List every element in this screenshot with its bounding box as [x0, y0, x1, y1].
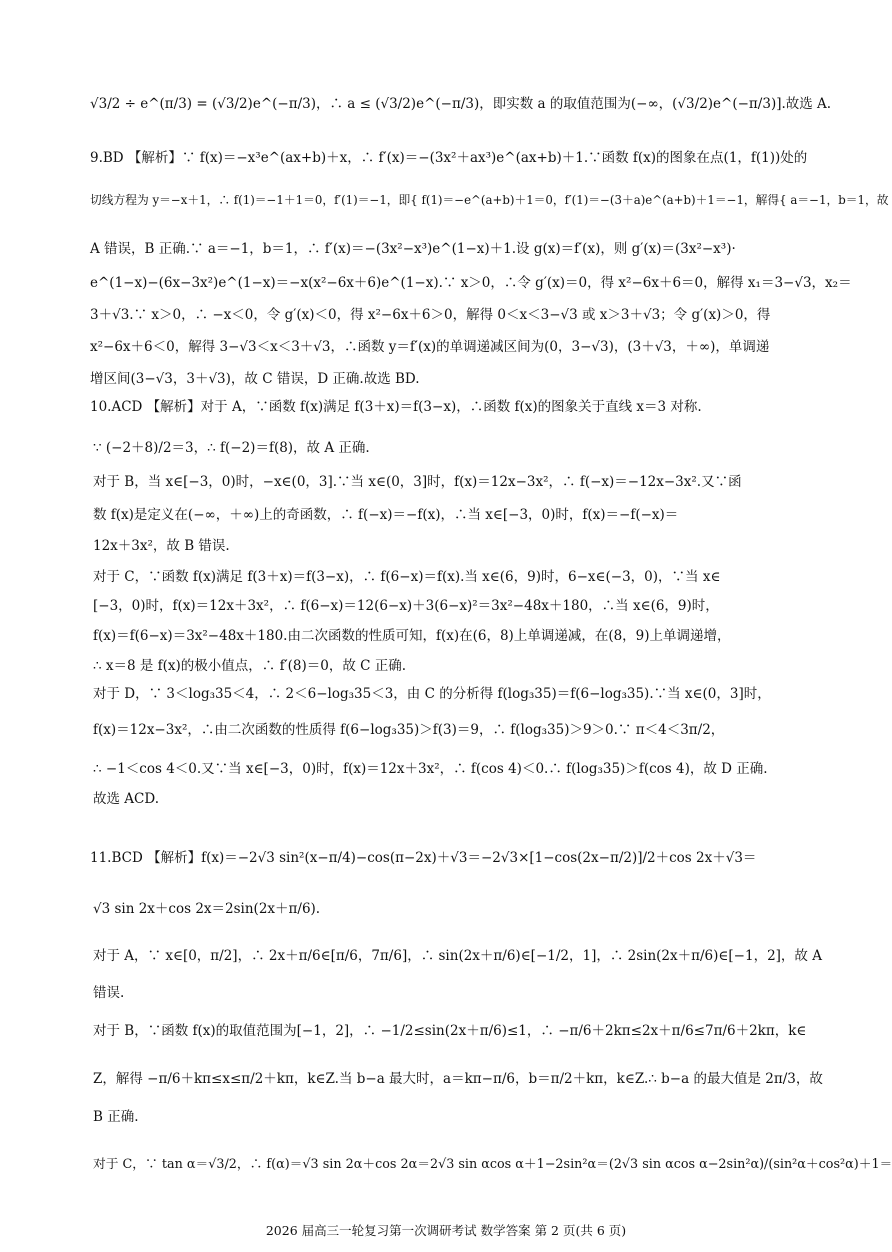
- text-line: e^(1−x)−(6x−3x²)e^(1−x)＝−x(x²−6x＋6)e^(1−x).∵ x＞0，∴令 g′(x)＝0，得 x²−6x＋6＝0，解得 x₁＝3−√3，x₂＝: [90, 275, 852, 291]
- text-line: ∵ (−2＋8)/2＝3，∴ f(−2)＝f(8)，故 A 正确.: [93, 440, 370, 456]
- text-line: f(x)＝12x−3x²，∴由二次函数的性质得 f(6−log₃35)＞f(3)＝9，∴ f(log₃35)＞9＞0.∵ π＜4＜3π/2，: [93, 722, 725, 738]
- text-line: 对于 C，∵函数 f(x)满足 f(3＋x)＝f(3−x)，∴ f(6−x)＝f(x).当 x∈(6，9)时，6−x∈(−3，0)，∵当 x∈: [93, 569, 721, 585]
- text-line: f(x)＝f(6−x)＝3x²−48x＋180.由二次函数的性质可知，f(x)在(6，8)上单调递减，在(8，9)上单调递增，: [93, 628, 731, 644]
- text-line: 对于 A，∵ x∈[0，π/2]，∴ 2x＋π/6∈[π/6，7π/6]，∴ sin(2x＋π/6)∈[−1/2，1]，∴ 2sin(2x＋π/6)∈[−1，2]，故 A: [93, 948, 822, 964]
- text-line: 12x＋3x²，故 B 错误.: [93, 538, 230, 554]
- text-line: 故选 ACD.: [93, 791, 160, 807]
- text-line: ∴ −1＜cos 4＜0.又∵当 x∈[−3，0)时，f(x)＝12x＋3x²，∴ f(cos 4)＜0.∴ f(log₃35)＞f(cos 4)，故 D 正确.: [93, 761, 768, 777]
- text-line: √3 sin 2x＋cos 2x＝2sin(2x＋π/6).: [93, 901, 321, 917]
- text-line: √3/2 ÷ e^(π/3) = (√3/2)e^(−π/3)，∴ a ≤ (√3/2)e^(−π/3)，即实数 a 的取值范围为(−∞，(√3/2)e^(−π/3)].故选 A.: [90, 96, 832, 112]
- text-line: B 正确.: [93, 1109, 139, 1125]
- text-line: 切线方程为 y＝−x＋1，∴ f(1)＝−1＋1＝0，f′(1)＝−1，即{ f(1)＝−e^(a+b)＋1＝0，f′(1)＝−(3＋a)e^(a+b)＋1＝−1，解得{ a＝−1，b＝1，故: [90, 193, 889, 207]
- text-line: A 错误，B 正确.∵ a＝−1，b＝1，∴ f′(x)＝−(3x²−x³)e^(1−x)＋1.设 g(x)＝f′(x)，则 g′(x)＝(3x²−x³)·: [90, 241, 736, 257]
- text-line: 11.BCD 【解析】f(x)＝−2√3 sin²(x−π/4)−cos(π−2x)＋√3＝−2√3×[1−cos(2x−π/2)]/2＋cos 2x＋√3＝: [90, 850, 757, 866]
- text-line: Z，解得 −π/6＋kπ≤x≤π/2＋kπ，k∈Z.当 b−a 最大时，a＝kπ−π/6，b＝π/2＋kπ，k∈Z.∴ b−a 的最大值是 2π/3，故: [93, 1071, 823, 1087]
- text-line: 数 f(x)是定义在(−∞，＋∞)上的奇函数，∴ f(−x)＝−f(x)，∴当 x∈[−3，0)时，f(x)＝−f(−x)＝: [93, 507, 679, 523]
- text-line: x²−6x＋6＜0，解得 3−√3＜x＜3＋√3，∴函数 y＝f′(x)的单调递减区间为(0，3−√3)，(3＋√3，＋∞)，单调递: [90, 339, 770, 355]
- text-line: 9.BD 【解析】∵ f(x)＝−x³e^(ax+b)＋x，∴ f′(x)＝−(3x²＋ax³)e^(ax+b)＋1.∵函数 f(x)的图象在点(1，f(1))处的: [90, 150, 808, 166]
- text-line: 对于 B，当 x∈[−3，0)时，−x∈(0，3].∵当 x∈(0，3]时，f(x)＝12x−3x²，∴ f(−x)＝−12x−3x².又∵函: [93, 474, 742, 490]
- text-line: 错误.: [93, 985, 125, 1001]
- text-line: 对于 B，∵函数 f(x)的取值范围为[−1，2]，∴ −1/2≤sin(2x＋π/6)≤1，∴ −π/6＋2kπ≤2x＋π/6≤7π/6＋2kπ，k∈: [93, 1023, 807, 1039]
- text-line: [−3，0)时，f(x)＝12x＋3x²，∴ f(6−x)＝12(6−x)＋3(6−x)²＝3x²−48x＋180，∴当 x∈(6，9)时，: [93, 598, 719, 614]
- text-line: ∴ x＝8 是 f(x)的极小值点，∴ f′(8)＝0，故 C 正确.: [93, 658, 407, 674]
- text-line: 对于 C，∵ tan α＝√3/2，∴ f(α)＝√3 sin 2α＋cos 2α＝2√3 sin αcos α＋1−2sin²α＝(2√3 sin αcos α−2sin²α)/(sin²α＋cos²α)＋1＝: [93, 1157, 892, 1172]
- text-line: 增区间(3−√3，3＋√3)，故 C 错误，D 正确.故选 BD.: [90, 371, 420, 387]
- text-line: 对于 D，∵ 3＜log₃35＜4，∴ 2＜6−log₃35＜3，由 C 的分析得 f(log₃35)＝f(6−log₃35).∵当 x∈(0，3]时，: [93, 686, 771, 702]
- page-footer: 2026 届高三一轮复习第一次调研考试 数学答案 第 2 页(共 6 页): [265, 1223, 627, 1238]
- text-line: 3＋√3.∵ x＞0，∴ −x＜0，令 g′(x)＜0，得 x²−6x＋6＞0，解得 0＜x＜3−√3 或 x＞3＋√3；令 g′(x)＞0，得: [90, 307, 771, 323]
- text-line: 10.ACD 【解析】对于 A，∵函数 f(x)满足 f(3＋x)＝f(3−x)，∴函数 f(x)的图象关于直线 x＝3 对称.: [90, 399, 702, 415]
